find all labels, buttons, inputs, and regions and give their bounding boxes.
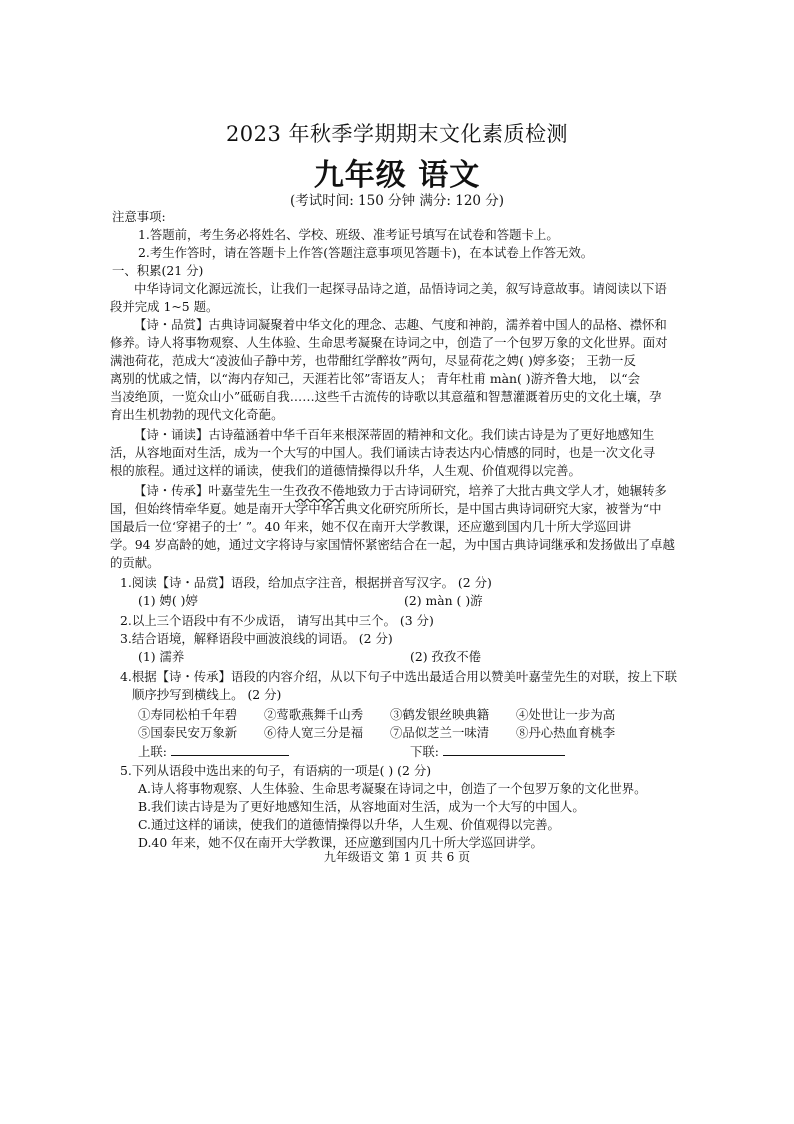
couplet-option: ①寿同松柏千年碧 [138,707,238,722]
question-3: 3.结合语境，解释语段中画波浪线的词语。 (2 分) [120,631,393,646]
page-footer: 九年级语文 第 1 页 共 6 页 [323,850,471,864]
question-5-option-b: B.我们读古诗是为了更好地感知生活，从容地面对生活，成为一个大写的中国人。 [138,799,585,814]
question-4: 4.根据【诗・传承】语段的内容介绍，从以下句子中选出最适合用以赞美叶嘉莹先生的对联，按上下联 [120,669,678,684]
question-1: 1.阅读【诗・品赏】语段，给加点字注音，根据拼音写汉字。 (2 分) [120,575,492,590]
question-1-part-a: (1) 娉( )婷 [138,593,198,608]
couplet-option: ④处世让一步为高 [516,707,616,722]
question-2: 2.以上三个语段中有不少成语， 请写出其中三个。 (3 分) [120,613,434,628]
paragraph-line: 的贡献。 [110,555,160,570]
couplet-option: ⑥待人宽三分是福 [264,725,364,740]
paragraph-line: 【诗・品赏】古典诗词凝聚着中华文化的理念、志趣、气度和神韵，濡养着中国人的品格、襟怀和 [134,317,667,332]
lower-couplet-blank[interactable] [443,742,565,756]
lower-couplet-line [410,742,650,761]
paragraph-line: 根的旅程。通过这样的诵读，使我们的道德情操得以升华，人生观、价值观得以完善。 [110,463,581,478]
notice-item-2: 2.考生作答时，请在答题卡上作答(答题注意事项见答题卡)，在本试卷上作答无效。 [138,245,594,260]
exam-title: 2023 年秋季学期期末文化素质检测 [225,122,569,146]
question-1-part-b: (2) màn ( )游 [404,593,483,608]
upper-couplet-line [138,742,378,761]
couplet-option: ②莺歌燕舞千山秀 [264,707,364,722]
question-5-option-c: C.通过这样的诵读，使我们的道德情操得以升华，人生观、价值观得以完善。 [138,817,560,832]
paragraph-line: 【诗・诵读】古诗蕴涵着中华千百年来根深蒂固的精神和文化。我们读古诗是为了更好地感知生 [134,427,655,442]
couplet-option: ⑦品似芝兰一味清 [390,725,490,740]
intro-line: 中华诗词文化源远流长，让我们一起探寻品诗之道，品悟诗词之美，叙写诗意故事。请阅读以下语 [134,281,667,296]
question-5-option-a: A.诗人将事物观察、人生体验、生命思考凝聚在诗词之中，创造了一个包罗万象的文化世界。 [138,781,647,796]
lower-couplet-label: 下联: [410,744,439,759]
upper-couplet-label: 上联: [138,744,167,759]
paragraph-line: 学。94 岁高龄的她，通过文字将诗与家国情怀紧密结合在一起，为中国古典诗词继承和发扬做出了卓越 [110,537,675,552]
couplet-option: ③鹤发银丝映典籍 [390,707,490,722]
question-3-part-a: (1) 濡养 [138,649,185,664]
couplet-options-row-1 [138,706,722,724]
couplet-option: ⑤国泰民安万象新 [138,725,238,740]
paragraph-line: 修养。诗人将事物观察、人生体验、生命思考凝聚在诗词之中，创造了一个包罗万象的文化世界。面对 [110,335,668,350]
section-heading: 一、积累(21 分) [112,263,204,278]
paragraph-line: 当凌绝顶，一览众山小”砥砺自我……这些千古流传的诗歌以其意蕴和智慧灌溉着历史的文化土壤，孕 [110,389,662,404]
grade-subject-title: 九年级 语文 [313,158,481,193]
paragraph-line: 满池荷花，范成大“凌波仙子静中芳，也带酣红学醉妆”两句，尽显荷花之娉( )婷多姿； 王勃一反 [110,353,636,368]
question-5-option-d: D.40 年来，她不仅在南开大学教课，还应邀到国内几十所大学巡回讲学。 [138,835,543,850]
paragraph-line [134,482,718,500]
paragraph-line: 活，从容地面对生活，成为一个大写的中国人。我们诵读古诗表达内心情感的同时，也是一次文化寻 [110,445,656,460]
paragraph-line: 育出生机勃勃的现代文化奇葩。 [110,407,284,422]
paragraph-line: 国，但始终情牵华夏。她是南开大学中华古典文化研究所所长，是中国古典诗词研究大家，被誉为“中 [110,501,662,516]
couplet-options-row-2 [138,724,722,742]
intro-line: 段并完成 1~5 题。 [110,299,219,314]
couplet-option: ⑧丹心热血育桃李 [516,725,616,740]
paragraph-line: 离别的忧戚之情，以“海内存知己，天涯若比邻”寄语友人； 青年杜甫 màn( )游齐鲁大地， 以“会 [110,371,640,386]
text-segment: 地致力于古诗词研究，培养了大批古典文学人才，她辗转多 [344,483,667,498]
question-3-part-b: (2) 孜孜不倦 [410,649,482,664]
question-5: 5.下列从语段中选出来的句子，有语病的一项是( ) (2 分) [120,763,432,778]
notice-heading: 注意事项: [112,209,166,224]
upper-couplet-blank[interactable] [171,742,289,756]
notice-item-1: 1.答题前，考生务必将姓名、学校、班级、准考证号填写在试卷和答题卡上。 [138,227,559,242]
question-4-cont: 顺序抄写到横线上。 (2 分) [132,687,282,702]
wavy-underlined-word: 孜孜不倦 [295,483,345,498]
paragraph-line: 国最后一位‘穿裙子的士’ ”。40 年来，她不仅在南开大学教课，还应邀到国内几十所大学巡回讲 [110,519,632,534]
text-segment: 【诗・传承】叶嘉莹先生一生 [134,483,296,498]
exam-info: (考试时间: 150 分钟 满分: 120 分) [289,193,505,209]
